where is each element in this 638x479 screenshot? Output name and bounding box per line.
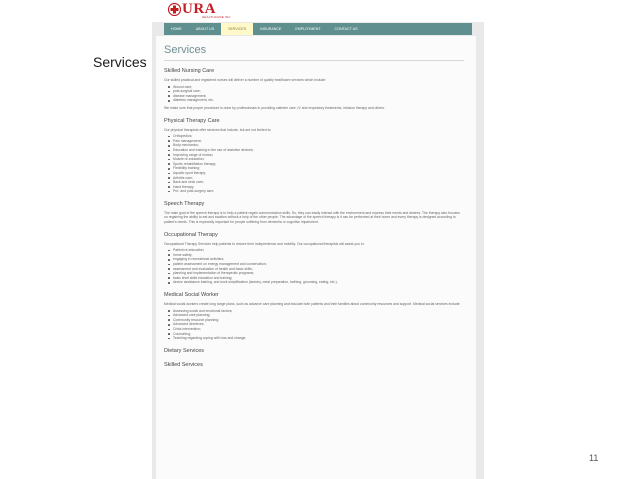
list-item: Aquatic sport therapy; (173, 171, 464, 176)
main-nav (164, 23, 386, 35)
list-item: Teaching regarding coping with loss and change. (173, 336, 464, 341)
section-intro: Medical social workers create long range plans, such as advance care planning and educate both patients and their families about community resources and support. Medical social services include: (164, 302, 461, 306)
site-header (152, 0, 484, 22)
list-item: Sports rehabilitation therapy; (173, 162, 464, 167)
slide-title: Services (93, 54, 147, 70)
section-title-occupational-therapy: Occupational Therapy (164, 231, 218, 238)
website-screenshot (152, 0, 484, 479)
nav-home[interactable]: HOME (171, 27, 182, 31)
list-item: device assistance training, and work simplification (laundry, meal preparation, bathing, grooming, eating, etc.). (173, 280, 464, 285)
medical-cross-icon (168, 3, 181, 16)
occupational-therapy-list (164, 248, 464, 285)
skilled-nursing-list (164, 85, 464, 103)
site-logo[interactable] (168, 1, 240, 21)
physical-therapy-list (164, 134, 464, 194)
section-title-speech-therapy: Speech Therapy (164, 200, 205, 207)
list-item: post-surgical care; (173, 89, 464, 94)
section-title-skilled-services: Skilled Services (164, 361, 203, 368)
section-title-dietary-services: Dietary Services (164, 347, 205, 354)
page-title: Services (164, 43, 464, 61)
list-item: Community resource planning; (173, 318, 464, 323)
list-item: Pre- and post-surgery care. (173, 189, 464, 194)
list-item: Advanced care planning; (173, 313, 464, 318)
section-body: The main goal of the speech therapy is to help a patient regain communication skills. So, they can easily interact with the environment and express their needs and desires. The therapy also focuses on regaining the ability to eat and swallow without a help of the other people. The advantage of the speech therapy is it can be performed at their home and every therapy is designed according to patient's needs. This is especially important for people suffering from dementia or cognitive impairment. (164, 210, 460, 225)
nav-bar-filler (386, 23, 472, 35)
list-item: Flexibility training; (173, 166, 464, 171)
list-item: Wound care; (173, 85, 464, 90)
medical-social-list (164, 309, 464, 341)
list-item: Arthritis care; (173, 176, 464, 181)
nav-about-us[interactable]: ABOUT US (195, 27, 215, 31)
section-title-physical-therapy: Physical Therapy Care (164, 117, 220, 124)
page-content (156, 36, 476, 479)
list-item: Muscle re-education; (173, 157, 464, 162)
nav-employment[interactable]: EMPLOYMENT (295, 27, 321, 31)
list-item: Pain management; (173, 139, 464, 144)
list-item: home safety; (173, 253, 464, 258)
list-item: assessment and evaluation of health and basic skills; (173, 267, 464, 272)
list-item: Assessing social and emotional factors; (173, 309, 464, 314)
logo-tagline: HEALTHCARE INC (202, 15, 231, 19)
list-item: Counseling; (173, 332, 464, 337)
list-item: Improving range of motion; (173, 153, 464, 158)
nav-contact-us[interactable]: CONTACT US (334, 27, 358, 31)
list-item: diabetes management, etc. (173, 98, 464, 103)
list-item: planning and implementation of therapeutic programs; (173, 271, 464, 276)
list-item: basic level skills education and training; (173, 276, 464, 281)
list-item: Back and neck care; (173, 180, 464, 185)
section-intro: Our skilled practical and registered nurses will deliver a number of quality healthcare services which include: (164, 78, 327, 82)
list-item: engaging in recreational activities; (173, 257, 464, 262)
logo-text: URA (182, 1, 216, 17)
list-item: patient assessment on energy management and conservation; (173, 262, 464, 267)
page-number: 11 (589, 453, 599, 463)
list-item: Hand therapy; (173, 185, 464, 190)
list-item: Advanced directives; (173, 322, 464, 327)
list-item: disease management; (173, 94, 464, 99)
list-item: Body mechanics; (173, 143, 464, 148)
section-title-skilled-nursing: Skilled Nursing Care (164, 68, 215, 74)
nav-insurance[interactable]: INSURANCE (260, 27, 282, 31)
list-item: Orthopedics; (173, 134, 464, 139)
section-intro: Occupational Therapy Services help patients to restore their independence and mobility. Our occupational therapists will assist you in: (164, 241, 365, 246)
section-outro: We make sure that proper procedure is done by professionals in providing catheter care, IV and respiratory treatments, infusion therapy and others. (164, 105, 386, 110)
section-title-medical-social-worker: Medical Social Worker (164, 292, 219, 298)
list-item: Education and training in the use of assistive devices; (173, 148, 464, 153)
section-intro: Our physical therapists offer services that include, but are not limited to: (164, 127, 272, 132)
nav-services[interactable]: SERVICES (221, 23, 253, 35)
list-item: Crisis intervention; (173, 327, 464, 332)
list-item: Patient re-education; (173, 248, 464, 253)
